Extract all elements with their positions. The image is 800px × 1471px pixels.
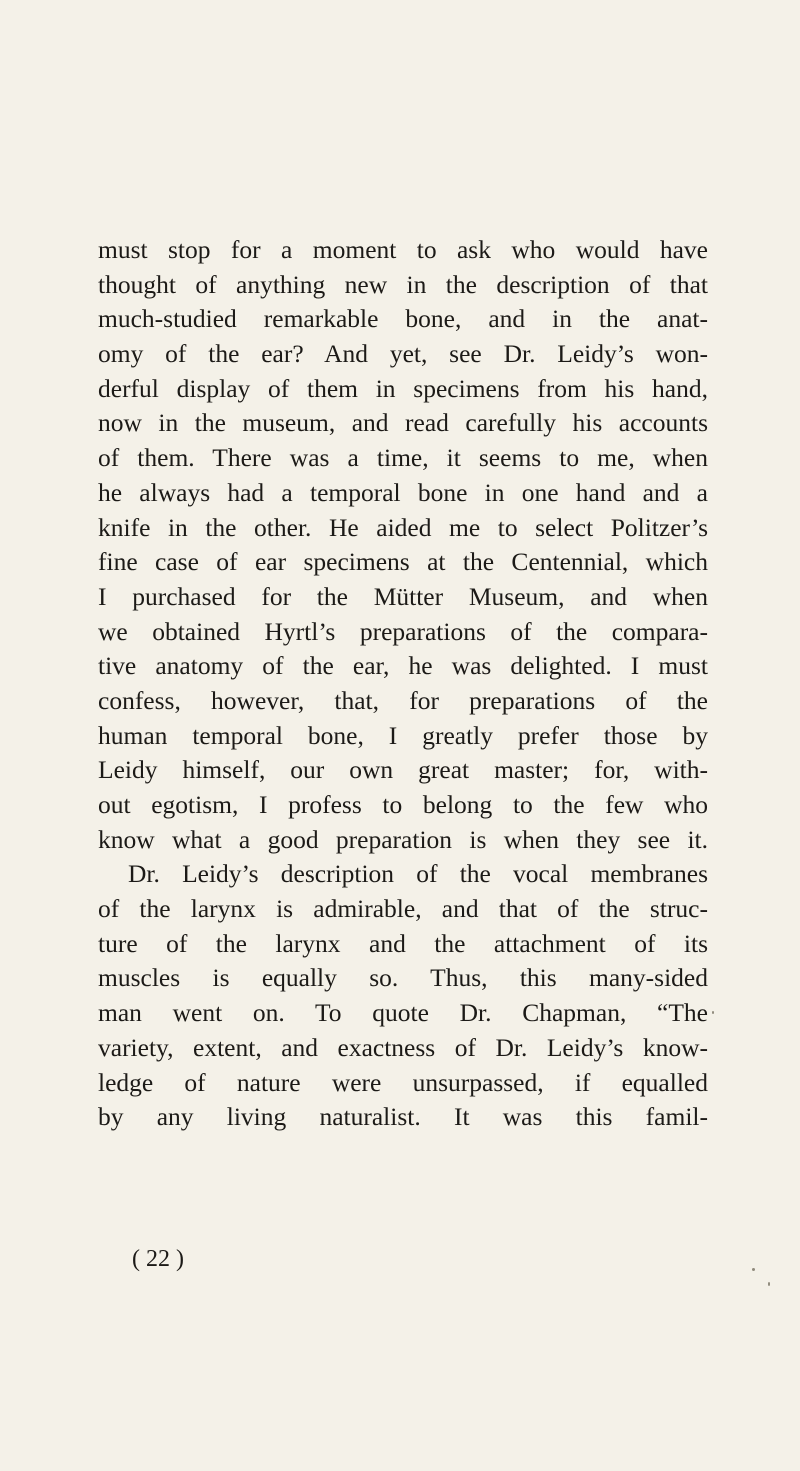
text-line: we obtained Hyrtl’s preparations of the compara- [98,616,708,646]
text-line: now in the museum, and read carefully his accounts [98,408,708,438]
text-line: Leidy himself, our own great master; for, with- [98,755,708,785]
text-line: out egotism, I profess to belong to the few who [98,790,708,819]
text-line: ledge of nature were unsurpassed, if equalled [98,1067,708,1097]
text-line: thought of anything new in the description of that [98,269,708,299]
text-line: muscles is equally so. Thus, this many-sided [98,963,708,993]
text-line: human temporal bone, I greatly prefer those by [98,720,708,750]
text-line: he always had a temporal bone in one hand and a [98,477,708,507]
page-number: ( 22 ) [132,1246,184,1272]
text-line: must stop for a moment to ask who would have [98,235,708,264]
text-line: know what a good preparation is when they see it. [98,824,708,854]
text-line: of them. There was a time, it seems to me, when [98,443,708,473]
paper-speck [712,1011,714,1014]
paper-speck [768,1282,770,1286]
text-line: variety, extent, and exactness of Dr. Leidy’s know- [98,1032,708,1062]
text-line: much-studied remarkable bone, and in the anat- [98,304,708,334]
text-line: tive anatomy of the ear, he was delighted. I must [98,651,708,681]
text-line: knife in the other. He aided me to select Politzer’s [98,512,708,542]
text-line: I purchased for the Mütter Museum, and when [98,581,708,611]
text-line: fine case of ear specimens at the Centennial, which [98,547,708,577]
text-line: man went on. To quote Dr. Chapman, “The [98,998,708,1028]
text-line: derful display of them in specimens from his hand, [98,373,708,403]
text-line: ture of the larynx and the attachment of its [98,928,708,958]
paragraph-start-line: Dr. Leidy’s description of the vocal membranes [128,859,708,889]
text-line: omy of the ear? And yet, see Dr. Leidy’s won- [98,339,708,369]
paper-speck [752,1268,755,1271]
body-text [98,233,708,1135]
text-line: by any living naturalist. It was this famil- [98,1102,708,1132]
text-line: of the larynx is admirable, and that of the struc- [98,894,708,924]
text-line: confess, however, that, for preparations of the [98,685,708,715]
